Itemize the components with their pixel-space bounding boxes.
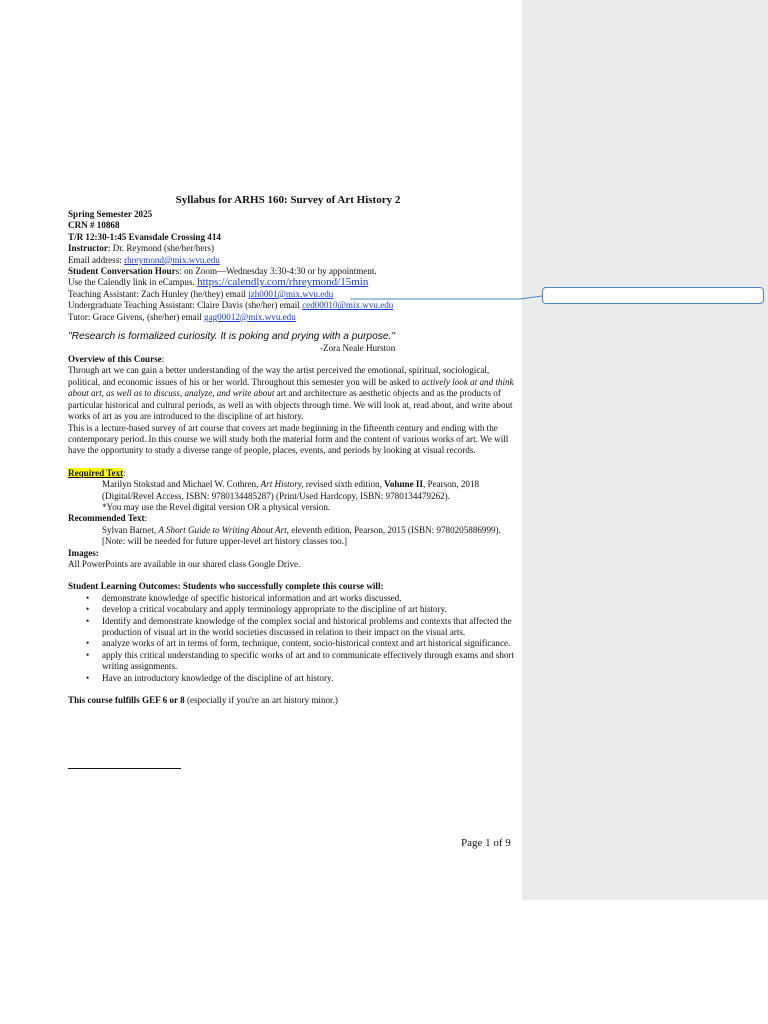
overview-p1-text: Through art we can gain a better understanding of the way the artist perceived the emotional, spiritual, sociological, political, and economic issues of his or her world. Throughout this semester you will be asked to: [68, 365, 490, 387]
uta-line: [68, 300, 518, 311]
calendly-line: [68, 277, 518, 288]
overview-heading-line: [68, 354, 518, 365]
required-heading-colon: :: [123, 467, 126, 478]
epigraph-quote: "Research is formalized curiosity. It is poking and prying with a purpose.": [68, 331, 395, 343]
overview-heading-colon: :: [161, 354, 165, 365]
outcome-item: • develop a critical vocabulary and apply terminology appropriate to the discipline of art history.: [102, 604, 518, 615]
required-publisher-isbn: , Pearson, 2018 (Digital/Revel Access, ISBN: 9780134485287) (Print/Used Hardcopy, ISBN: 9780134479262).: [102, 479, 480, 501]
gef-rest: (especially if you're an art history minor.): [184, 695, 338, 706]
required-text-heading: Required Text: [68, 467, 124, 478]
required-volume: Volume II: [384, 479, 423, 490]
overview-heading: Overview of this Course: [68, 354, 162, 365]
hours-value: s: on Zoom—Wednesday 3:30-4:30 or by appointment.: [175, 266, 377, 277]
email-line: [68, 255, 518, 266]
recommended-text-citation: [68, 525, 518, 548]
images-text: All PowerPoints are available in our shared class Google Drive.: [68, 558, 301, 569]
document-body: [68, 194, 518, 706]
ta-email-link[interactable]: jzh0001@mix.wvu.edu: [248, 288, 334, 299]
outcome-item: • demonstrate knowledge of specific historical information and art works discussed.: [102, 593, 518, 604]
outcome-item: • Identify and demonstrate knowledge of the complex social and historical problems and contexts that affected the production of visual art in the world societies discussed in relation to their impact on the visual arts.: [102, 616, 518, 639]
ta-text: Teaching Assistant: Zach Hunley (he/they) email: [68, 288, 249, 299]
recommended-heading-line: [68, 513, 518, 524]
required-edition: revised sixth edition,: [303, 479, 385, 490]
schedule: T/R 12:30-1:45 Evansdale Crossing 414: [68, 231, 221, 242]
images-heading: Images:: [68, 547, 99, 558]
calendly-link[interactable]: https://calendly.com/rhreymond/15min: [197, 276, 369, 289]
instructor-email-link[interactable]: rhreymond@mix.wvu.edu: [124, 254, 220, 265]
semester: Spring Semester 2025: [68, 209, 153, 219]
required-text-note: *You may use the Revel digital version OR a physical version.: [102, 501, 331, 512]
calendly-text: Use the Calendly link in eCampus.: [68, 277, 198, 288]
tutor-line: [68, 312, 518, 323]
tutor-email-link[interactable]: gag00012@mix.wvu.edu: [204, 311, 296, 322]
instructor-value: : Dr. Reymond (she/her/hers): [107, 243, 214, 254]
instructor-line: [68, 243, 518, 254]
epigraph-attribution: -Zora Neale Hurston: [320, 343, 396, 354]
gef-line: [68, 695, 518, 706]
recommended-text-heading: Recommended Text: [68, 513, 145, 524]
instructor-label: Instructor: [68, 243, 108, 254]
page-title: Syllabus for ARHS 160: Survey of Art History 2: [175, 194, 401, 206]
recommended-publisher-isbn: , eleventh edition, Pearson, 2015 (ISBN: 9780205886999). [Note: will be needed for future upper-level art history classes too.]: [102, 524, 501, 547]
outcomes-list: [68, 593, 518, 684]
footnote-separator: [68, 768, 181, 769]
required-text-citation: [68, 479, 518, 502]
overview-p1-end: art and architecture as aesthetic objects and as the products of particular historical and cultural periods, as well as with objects through time. We will look at, read about, and write about works of art as you are introduced to the discipline of art history.: [68, 388, 513, 422]
recommended-heading-colon: :: [144, 513, 148, 524]
outcomes-heading: Student Learning Outcomes: Students who successfully complete this course will:: [68, 581, 384, 592]
required-authors: Marilyn Stokstad and Michael W. Cothren,: [102, 479, 261, 490]
comment-pane: [522, 0, 768, 900]
gef-bold: This course fulfills GEF 6 or 8: [68, 695, 185, 706]
required-book-title: Art History,: [260, 479, 304, 490]
ta-line: [68, 289, 518, 300]
page-number: Page 1 of 9: [461, 837, 511, 849]
uta-email-link[interactable]: ced00010@mix.wvu.edu: [302, 300, 394, 311]
outcome-item: • apply this critical understanding to specific works of art and to communicate effectively through exams and short writing assignments.: [102, 650, 518, 673]
uta-text: Undergraduate Teaching Assistant: Claire Davis (she/her) email: [68, 300, 303, 311]
crn: CRN # 10868: [68, 220, 120, 231]
recommended-book-title: A Short Guide to Writing About Art: [158, 524, 287, 535]
overview-p1-italic: actively look at and think about art, as well as to discuss, analyze, and write about: [68, 376, 514, 399]
outcome-item: • analyze works of art in terms of form, technique, content, socio-historical context and art historical significance.: [102, 638, 518, 649]
overview-paragraph-2: This is a lecture-based survey of art course that covers art made beginning in the fifteenth century and ending with the contemporary period. In this course we will study both the material form and the content of various works of art. We will have the opportunity to study a diverse range of people, places, events, and periods by looking at visual records.: [68, 422, 509, 456]
hours-label: Student Conversation Hour: [68, 266, 176, 277]
outcome-item: • Have an introductory knowledge of the discipline of art history.: [102, 673, 518, 684]
comment-balloon[interactable]: [542, 287, 764, 304]
required-heading-line: [68, 468, 518, 479]
overview-paragraph-1: [68, 365, 518, 422]
email-label: Email address:: [68, 254, 125, 265]
tutor-text: Tutor: Grace Givens, (she/her) email: [68, 311, 205, 322]
recommended-author: Sylvan Barnet,: [102, 524, 159, 535]
